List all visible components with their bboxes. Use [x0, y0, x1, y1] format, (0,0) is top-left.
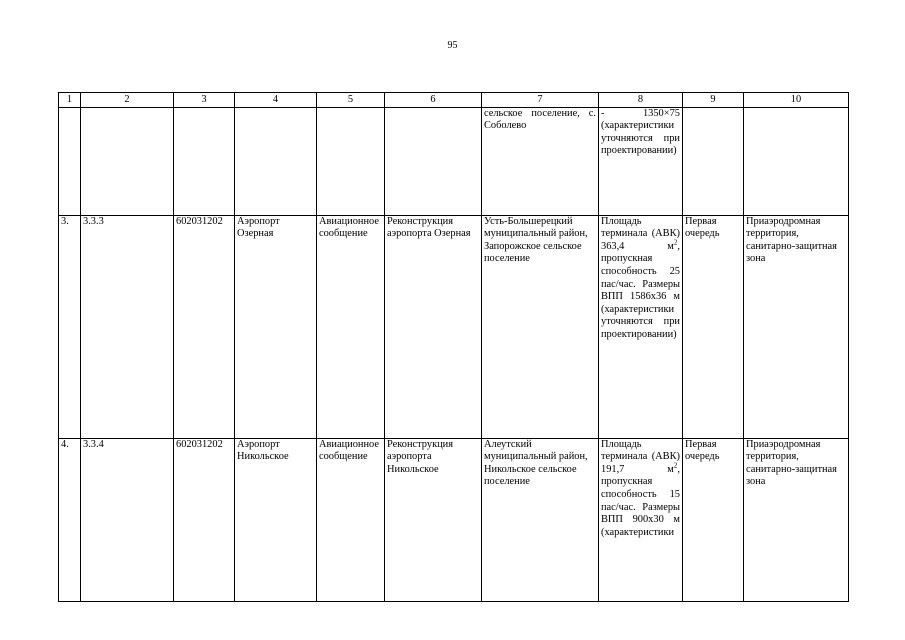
cell-code: 3.3.4	[81, 438, 174, 601]
column-header: 7	[482, 93, 599, 108]
cell-classifier: 602031202	[174, 438, 235, 601]
cell-action: Реконструкция аэропорта Озерная	[385, 215, 482, 438]
column-header: 9	[683, 93, 744, 108]
cell-object-name: Аэропорт Озерная	[235, 215, 317, 438]
cell-action: Реконструкция аэропорта Никольское	[385, 438, 482, 601]
column-header: 10	[744, 93, 849, 108]
cell-characteristics	[599, 215, 683, 438]
characteristics-text-b: , пропускная способность 25 пас/час. Размеры ВПП 1586x36 м (характеристики уточняются при проектировании)	[601, 240, 680, 340]
cell-classifier: 602031202	[174, 215, 235, 438]
cell-classifier	[174, 107, 235, 215]
cell-number: 4.	[59, 438, 81, 601]
table-header-row	[59, 93, 849, 108]
cell-object-name: Аэропорт Никольское	[235, 438, 317, 601]
cell-stage	[683, 107, 744, 215]
cell-purpose	[317, 107, 385, 215]
cell-number: 3.	[59, 215, 81, 438]
table-row	[59, 215, 849, 438]
cell-code: 3.3.3	[81, 215, 174, 438]
column-header: 5	[317, 93, 385, 108]
cell-number	[59, 107, 81, 215]
cell-zone	[744, 107, 849, 215]
cell-location: Алеутский муниципальный район, Никольское сельское поселение	[482, 438, 599, 601]
cell-zone: Приаэродромная территория, санитарно-защитная зона	[744, 438, 849, 601]
characteristics-text-a: Площадь терминала (АВК) 363,4 м	[601, 215, 680, 252]
cell-purpose: Авиационное сообщение	[317, 215, 385, 438]
table-row	[59, 438, 849, 601]
cell-location: Усть-Большерецкий муниципальный район, Запорожское сельское поселение	[482, 215, 599, 438]
cell-characteristics: - 1350×75 (характеристики уточняются при проектировании)	[599, 107, 683, 215]
characteristics-text-b: , пропускная способность 15 пас/час. Размеры ВПП 900x30 м (характеристики	[601, 463, 680, 538]
cell-action	[385, 107, 482, 215]
cell-characteristics	[599, 438, 683, 601]
column-header: 2	[81, 93, 174, 108]
table-row	[59, 107, 849, 215]
cell-stage: Первая очередь	[683, 438, 744, 601]
column-header: 3	[174, 93, 235, 108]
column-header: 4	[235, 93, 317, 108]
superscript: 2	[673, 238, 678, 247]
page-number: 95	[447, 40, 458, 51]
superscript: 2	[673, 461, 678, 470]
cell-zone: Приаэродромная территория, санитарно-защитная зона	[744, 215, 849, 438]
cell-object-name	[235, 107, 317, 215]
column-header: 8	[599, 93, 683, 108]
cell-purpose: Авиационное сообщение	[317, 438, 385, 601]
cell-location: сельское поселение, с. Соболево	[482, 107, 599, 215]
column-header: 6	[385, 93, 482, 108]
data-table	[58, 92, 849, 602]
cell-code	[81, 107, 174, 215]
cell-stage: Первая очередь	[683, 215, 744, 438]
column-header: 1	[59, 93, 81, 108]
characteristics-text-a: Площадь терминала (АВК) 191,7 м	[601, 438, 680, 475]
